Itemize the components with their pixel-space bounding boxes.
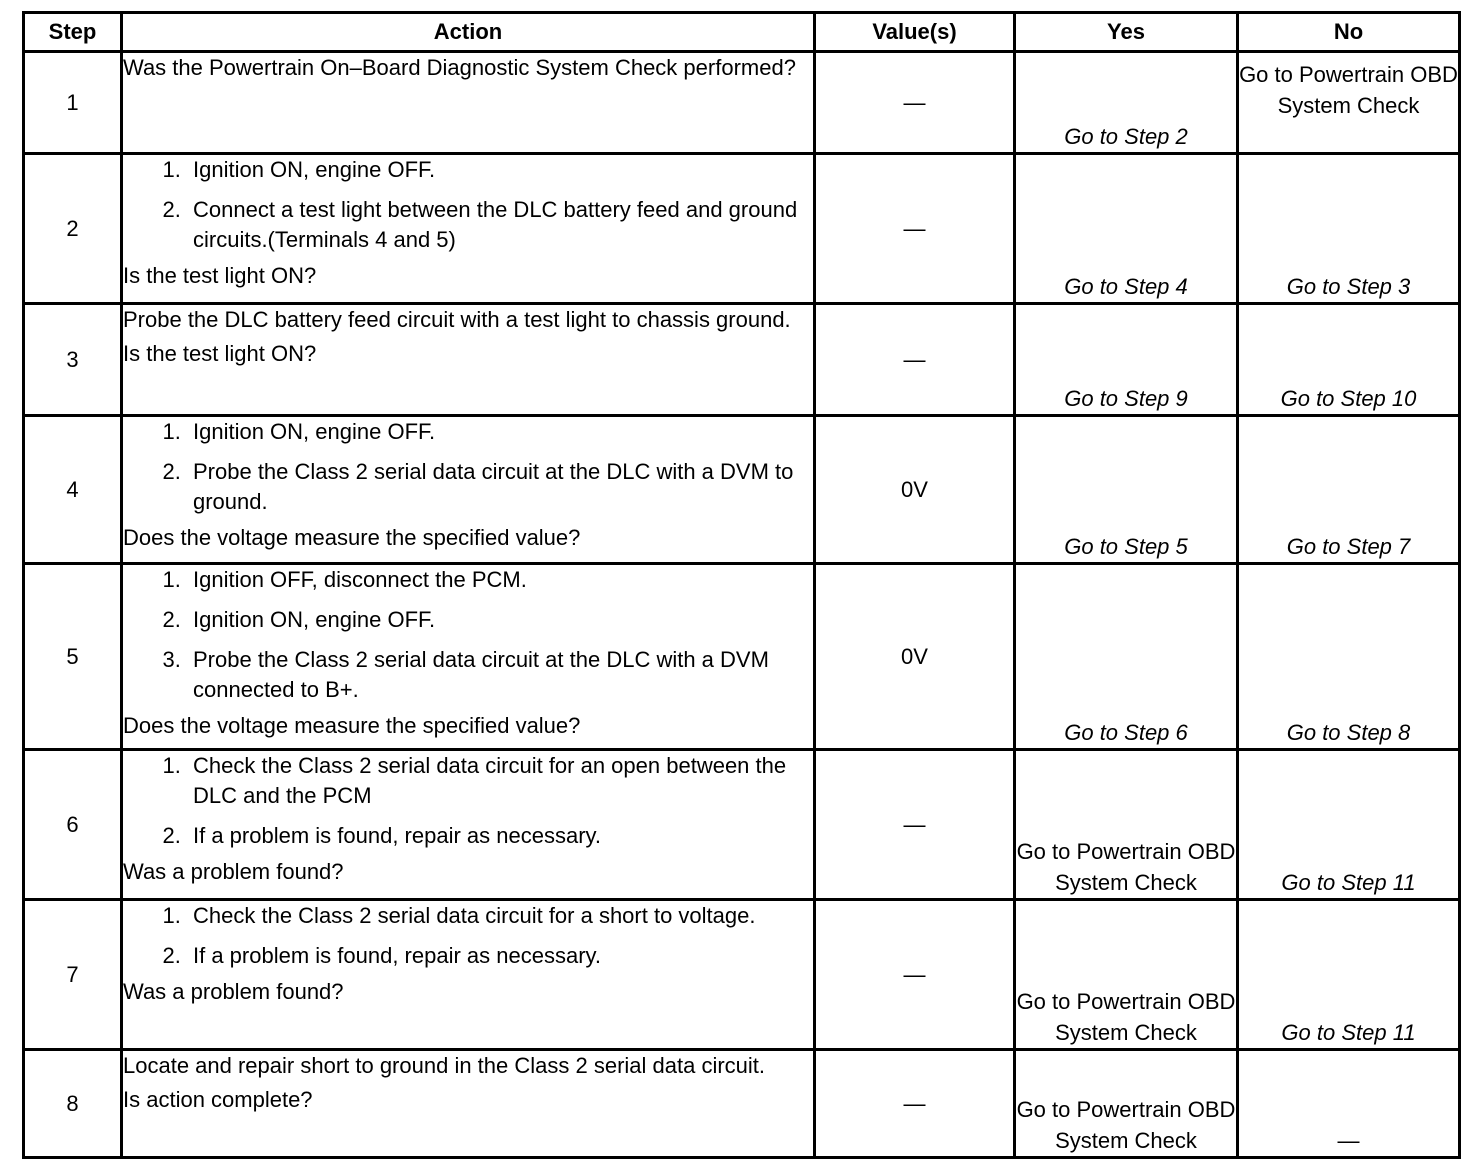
action-step: 1. Ignition ON, engine OFF. <box>187 417 813 447</box>
action-cell <box>122 304 815 416</box>
no-cell: Go to Step 10 <box>1238 304 1460 416</box>
table-row <box>24 416 1460 564</box>
yes-cell: Go to Powertrain OBD System Check <box>1015 900 1238 1050</box>
table-row <box>24 750 1460 900</box>
action-step: 1. Check the Class 2 serial data circuit for an open between the DLC and the PCM <box>187 751 813 811</box>
action-step: 2. Connect a test light between the DLC battery feed and ground circuits.(Terminals 4 and 5) <box>187 195 813 255</box>
action-step: 2. Ignition ON, engine OFF. <box>187 605 813 635</box>
header-action: Action <box>122 13 815 52</box>
yes-cell: Go to Step 6 <box>1015 564 1238 750</box>
action-cell <box>122 900 815 1050</box>
header-row <box>24 13 1460 52</box>
value-cell: 0V <box>815 564 1015 750</box>
step-number: 7 <box>24 900 122 1050</box>
step-number: 2 <box>24 154 122 304</box>
table-row <box>24 154 1460 304</box>
table-row <box>24 304 1460 416</box>
value-cell: 0V <box>815 416 1015 564</box>
value-cell: — <box>815 750 1015 900</box>
action-question: Does the voltage measure the specified value? <box>123 713 581 738</box>
no-cell: Go to Step 3 <box>1238 154 1460 304</box>
action-cell <box>122 154 815 304</box>
header-no: No <box>1238 13 1460 52</box>
yes-cell: Go to Step 4 <box>1015 154 1238 304</box>
action-text: Probe the DLC battery feed circuit with a test light to chassis ground. <box>123 307 791 332</box>
action-question: Was a problem found? <box>123 859 344 884</box>
action-question: Is the test light ON? <box>123 263 317 288</box>
action-text: Locate and repair short to ground in the Class 2 serial data circuit. <box>123 1053 766 1078</box>
action-step: 1. Ignition OFF, disconnect the PCM. <box>187 565 813 595</box>
table-row <box>24 564 1460 750</box>
action-step: 2. If a problem is found, repair as necessary. <box>187 821 813 851</box>
action-steps <box>123 417 813 517</box>
value-cell: — <box>815 52 1015 154</box>
action-steps <box>123 901 813 971</box>
no-cell: Go to Step 8 <box>1238 564 1460 750</box>
action-step: 3. Probe the Class 2 serial data circuit at the DLC with a DVM connected to B+. <box>187 645 813 705</box>
header-step: Step <box>24 13 122 52</box>
yes-cell: Go to Powertrain OBD System Check <box>1015 750 1238 900</box>
yes-cell: Go to Step 9 <box>1015 304 1238 416</box>
action-text: Was the Powertrain On–Board Diagnostic System Check performed? <box>123 55 796 80</box>
no-cell: Go to Powertrain OBD System Check <box>1238 52 1460 154</box>
value-cell: — <box>815 154 1015 304</box>
action-step: 2. If a problem is found, repair as necessary. <box>187 941 813 971</box>
diagnostic-table <box>22 11 1461 1159</box>
action-step: 1. Ignition ON, engine OFF. <box>187 155 813 185</box>
yes-cell: Go to Powertrain OBD System Check <box>1015 1050 1238 1158</box>
header-values: Value(s) <box>815 13 1015 52</box>
action-question: Was a problem found? <box>123 979 344 1004</box>
action-cell <box>122 750 815 900</box>
step-number: 5 <box>24 564 122 750</box>
action-question: Is action complete? <box>123 1087 313 1112</box>
table-row <box>24 52 1460 154</box>
no-cell: — <box>1238 1050 1460 1158</box>
yes-cell: Go to Step 2 <box>1015 52 1238 154</box>
action-cell <box>122 416 815 564</box>
no-cell: Go to Step 11 <box>1238 750 1460 900</box>
value-cell: — <box>815 900 1015 1050</box>
action-step: 2. Probe the Class 2 serial data circuit at the DLC with a DVM to ground. <box>187 457 813 517</box>
step-number: 1 <box>24 52 122 154</box>
action-steps <box>123 155 813 255</box>
table-row <box>24 900 1460 1050</box>
yes-cell: Go to Step 5 <box>1015 416 1238 564</box>
header-yes: Yes <box>1015 13 1238 52</box>
action-step: 1. Check the Class 2 serial data circuit for a short to voltage. <box>187 901 813 931</box>
no-cell: Go to Step 11 <box>1238 900 1460 1050</box>
action-question: Does the voltage measure the specified value? <box>123 525 581 550</box>
action-cell <box>122 564 815 750</box>
value-cell: — <box>815 304 1015 416</box>
action-cell <box>122 52 815 154</box>
step-number: 6 <box>24 750 122 900</box>
no-cell: Go to Step 7 <box>1238 416 1460 564</box>
table-row <box>24 1050 1460 1158</box>
action-steps <box>123 751 813 851</box>
action-steps <box>123 565 813 705</box>
action-question: Is the test light ON? <box>123 341 317 366</box>
step-number: 8 <box>24 1050 122 1158</box>
value-cell: — <box>815 1050 1015 1158</box>
step-number: 4 <box>24 416 122 564</box>
action-cell <box>122 1050 815 1158</box>
step-number: 3 <box>24 304 122 416</box>
